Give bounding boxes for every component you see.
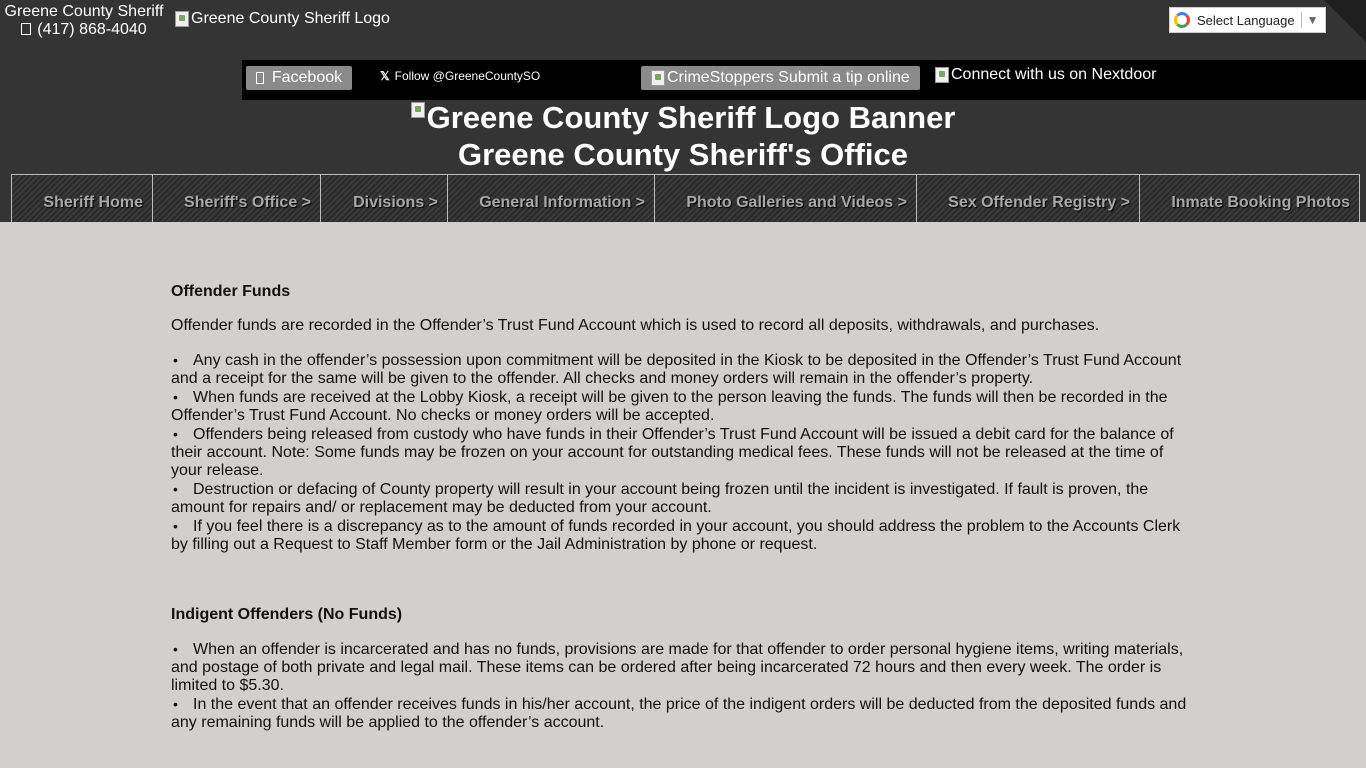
divider: [1301, 12, 1302, 28]
bullet: [171, 695, 193, 714]
nav-item-sheriffs-office[interactable]: Sheriff's Office >: [152, 175, 320, 222]
list-item: [171, 351, 1196, 388]
crimestoppers-button[interactable]: [641, 66, 920, 90]
offender-funds-list: [171, 351, 1196, 554]
chevron-down-icon: ▼: [1306, 13, 1319, 27]
bullet: [171, 480, 193, 499]
list-item: [171, 388, 1196, 425]
main-content: [171, 283, 1196, 732]
offender-funds-heading: Offender Funds: [171, 283, 291, 300]
bullet: [171, 388, 193, 407]
x-follow-button[interactable]: [380, 69, 540, 83]
language-select-label: Select Language: [1197, 12, 1295, 28]
phone-icon: [21, 23, 31, 35]
nav-item-photo-galleries[interactable]: Photo Galleries and Videos >: [654, 175, 916, 222]
list-item: [171, 640, 1196, 695]
bullet: [171, 425, 193, 444]
offender-funds-intro: Offender funds are recorded in the Offender’s Trust Fund Account which is used to record all deposits, withdrawals, and purchases.: [171, 317, 1100, 334]
phone-number: (417) 868-4040: [37, 21, 147, 38]
nav-item-sex-offender-registry[interactable]: Sex Offender Registry >: [916, 175, 1139, 222]
list-item: [171, 425, 1196, 480]
agency-name: Greene County Sheriff: [4, 3, 164, 20]
language-select[interactable]: [1169, 7, 1326, 33]
facebook-button[interactable]: [246, 66, 352, 90]
header-corner-decoration: [1324, 0, 1366, 42]
broken-image-icon: [175, 11, 189, 27]
broken-image-icon: [651, 70, 665, 86]
contact-block: [4, 3, 164, 39]
broken-image-icon: [935, 67, 949, 83]
nav-item-general-information[interactable]: General Information >: [447, 175, 654, 222]
facebook-icon: [256, 72, 264, 84]
phone-link[interactable]: [4, 21, 164, 39]
x-follow-label: Follow @GreeneCountySO: [394, 69, 541, 83]
site-header: [0, 0, 1366, 222]
list-item: [171, 517, 1196, 554]
list-item-text: Destruction or defacing of County property will result in your account being frozen until the incident is investigated. If fault is proven, the amount for repairs and/ or replacement may be deducted from your account.: [171, 481, 1149, 516]
list-item-text: Offenders being released from custody who have funds in their Offender’s Trust Fund Account will be issued a debit card for the balance of their account. Note: Some funds may be frozen on your account for outstanding medical fees. These funds will not be released at the time of your release.: [171, 426, 1174, 479]
list-item-text: When funds are received at the Lobby Kiosk, a receipt will be given to the person leaving the funds. The funds will then be recorded in the Offender’s Trust Fund Account. No checks or money orders will be accepted.: [171, 389, 1168, 424]
google-icon: [1174, 12, 1190, 28]
list-item-text: When an offender is incarcerated and has no funds, provisions are made for that offender to order personal hygiene items, writing materials, and postage of both private and legal mail. These items can be ordered after being incarcerated 72 hours and then every week. The order is limited to $5.30.: [171, 641, 1184, 694]
crimestoppers-label: CrimeStoppers Submit a tip online: [667, 69, 910, 86]
broken-image-icon: [411, 102, 425, 118]
bullet: [171, 640, 193, 659]
list-item: [171, 695, 1196, 732]
bullet: [171, 517, 193, 536]
nextdoor-link[interactable]: [935, 66, 1156, 84]
x-icon: 𝕏: [380, 69, 390, 83]
list-item: [171, 480, 1196, 517]
social-bar: [242, 60, 1366, 100]
banner-logo[interactable]: [0, 100, 1366, 136]
facebook-label: Facebook: [271, 69, 343, 86]
list-item-text: If you feel there is a discrepancy as to the amount of funds recorded in your account, you should address the problem to the Accounts Clerk by filling out a Request to Staff Member form or the Jail Administration by phone or request.: [171, 518, 1181, 553]
indigent-offenders-heading: Indigent Offenders (No Funds): [171, 606, 403, 623]
banner-logo-alt: Greene County Sheriff Logo Banner: [426, 100, 956, 135]
nav-item-sheriff-home[interactable]: Sheriff Home: [11, 175, 152, 222]
list-item-text: In the event that an offender receives funds in his/her account, the price of the indigent orders will be deducted from the deposited funds and any remaining funds will be applied to the offender’s account.: [171, 696, 1187, 731]
sheriff-logo[interactable]: [175, 10, 390, 28]
nav-item-inmate-booking-photos[interactable]: Inmate Booking Photos: [1139, 175, 1360, 222]
indigent-offenders-list: [171, 640, 1196, 732]
sheriff-logo-alt: Greene County Sheriff Logo: [191, 10, 390, 27]
nav-item-divisions[interactable]: Divisions >: [320, 175, 447, 222]
nextdoor-label: Connect with us on Nextdoor: [951, 66, 1157, 83]
bullet: [171, 351, 193, 370]
site-title: Greene County Sheriff's Office: [457, 137, 909, 172]
main-nav: [11, 174, 1360, 222]
list-item-text: Any cash in the offender’s possession upon commitment will be deposited in the Kiosk to be deposited in the Offender’s Trust Fund Account and a receipt for the same will be given to the offender. All checks and money orders will remain in the offender’s property.: [171, 352, 1182, 387]
